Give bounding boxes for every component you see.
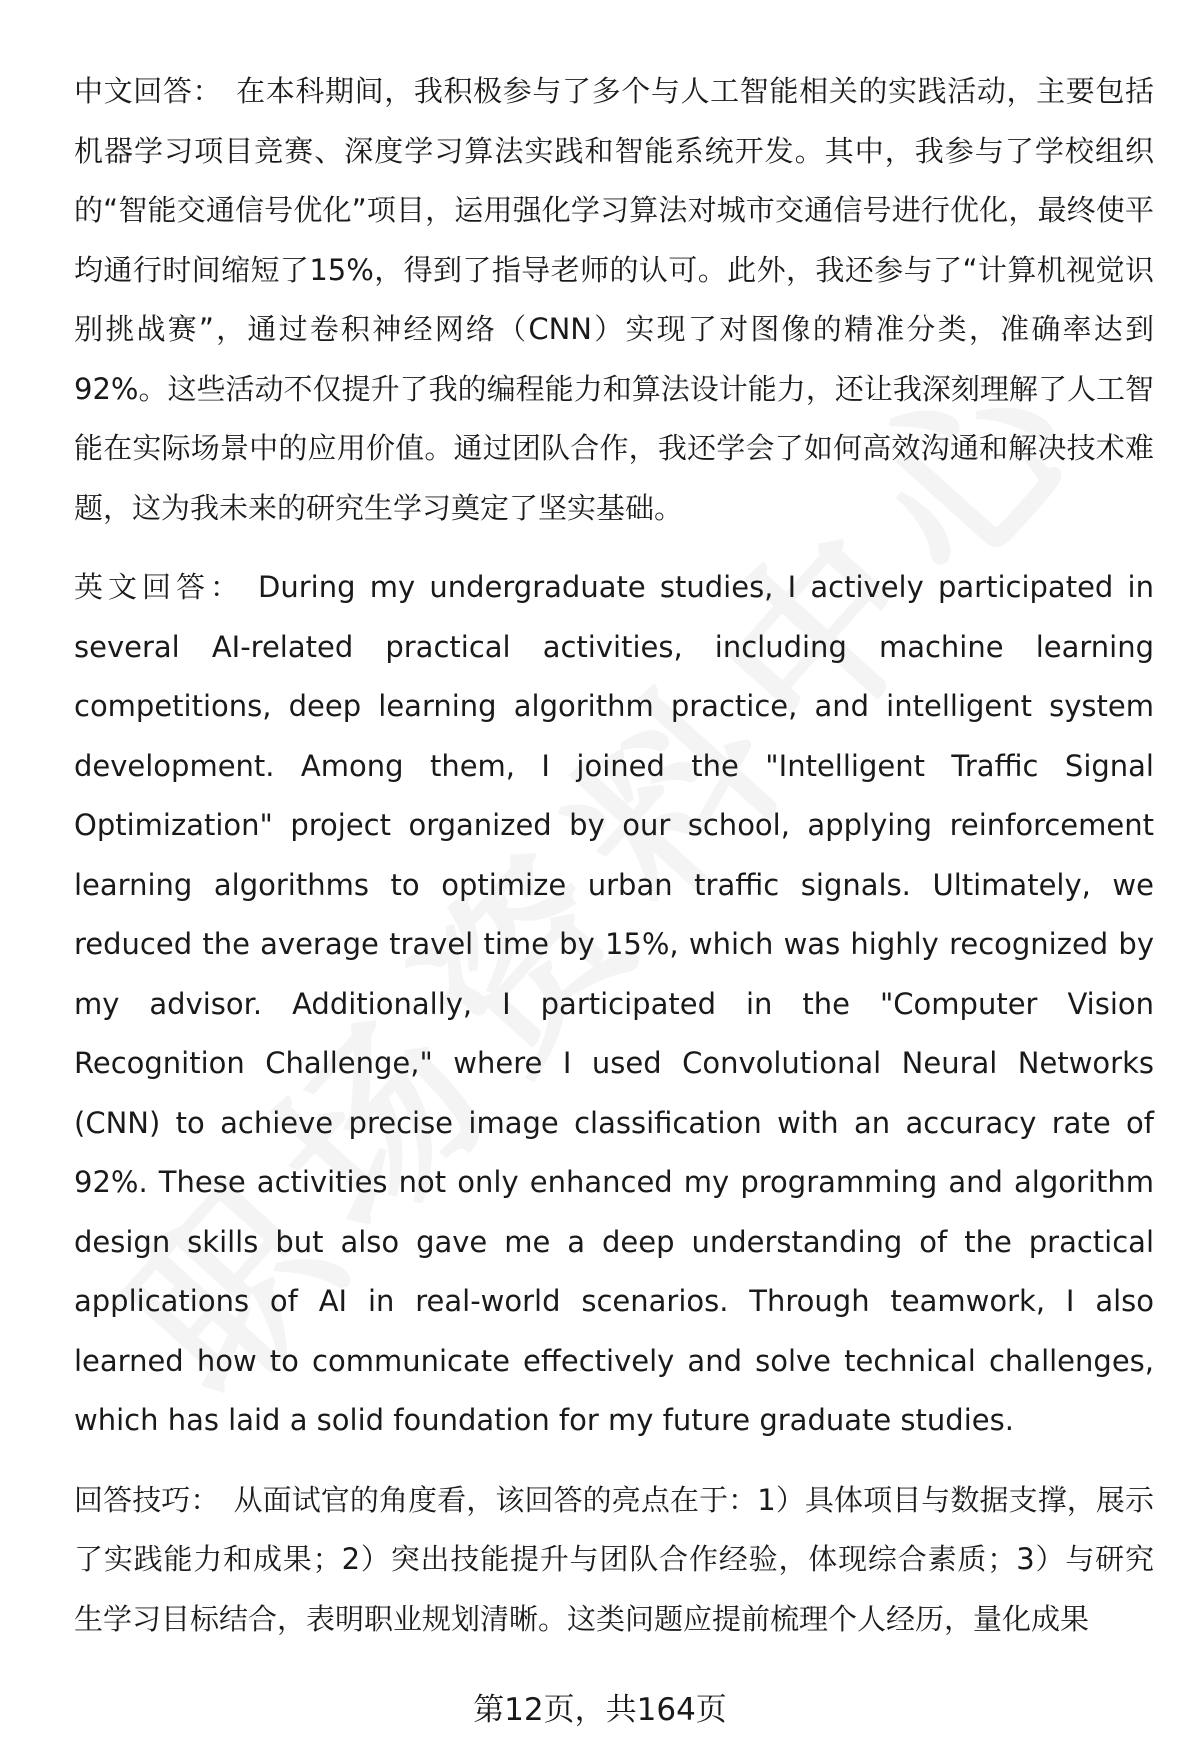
tips-paragraph xyxy=(74,1471,1154,1650)
page-content xyxy=(74,62,1154,1649)
answer-en-text: During my undergraduate studies, I actively participated in several AI-related practical activities, including machine learning competitions, deep learning algorithm practice, and intelligent system development. Among them, I joined the "Intelligent Traffic Signal Optimization" project organized by our school, applying reinforcement learning algorithms to optimize urban traffic signals. Ultimately, we reduced the average travel time by 15%, which was highly recognized by my advisor. Additionally, I participated in the "Computer Vision Recognition Challenge," where I used Convolutional Neural Networks (CNN) to achieve precise image classification with an accuracy rate of 92%. These activities not only enhanced my programming and algorithm design skills but also gave me a deep understanding of the practical applications of AI in real-world scenarios. Through teamwork, I also learned how to communicate effectively and solve technical challenges, which has laid a solid foundation for my future graduate studies. xyxy=(74,570,1154,1437)
tips-text: 从面试官的角度看，该回答的亮点在于：1）具体项目与数据支撑，展示了实践能力和成果；2）突出技能提升与团队合作经验，体现综合素质；3）与研究生学习目标结合，表明职业规划清晰。这类问题应提前梳理个人经历，量化成果 xyxy=(74,1482,1154,1636)
answer-en-paragraph xyxy=(74,558,1154,1451)
answer-zh-paragraph xyxy=(74,62,1154,538)
answer-en-label: 英文回答： xyxy=(74,570,245,604)
answer-zh-label: 中文回答： xyxy=(74,74,223,108)
page-number: 第12页，共164页 xyxy=(473,1692,727,1728)
answer-zh-text: 在本科期间，我积极参与了多个与人工智能相关的实践活动，主要包括机器学习项目竞赛、深度学习算法实践和智能系统开发。其中，我参与了学校组织的“智能交通信号优化”项目，运用强化学习算法对城市交通信号进行优化，最终使平均通行时间缩短了15%，得到了指导老师的认可。此外，我还参与了“计算机视觉识别挑战赛”，通过卷积神经网络（CNN）实现了对图像的精准分类，准确率达到92%。这些活动不仅提升了我的编程能力和算法设计能力，还让我深刻理解了人工智能在实际场景中的应用价值。通过团队合作，我还学会了如何高效沟通和解决技术难题，这为我未来的研究生学习奠定了坚实基础。 xyxy=(74,74,1154,525)
tips-label: 回答技巧： xyxy=(74,1482,220,1517)
